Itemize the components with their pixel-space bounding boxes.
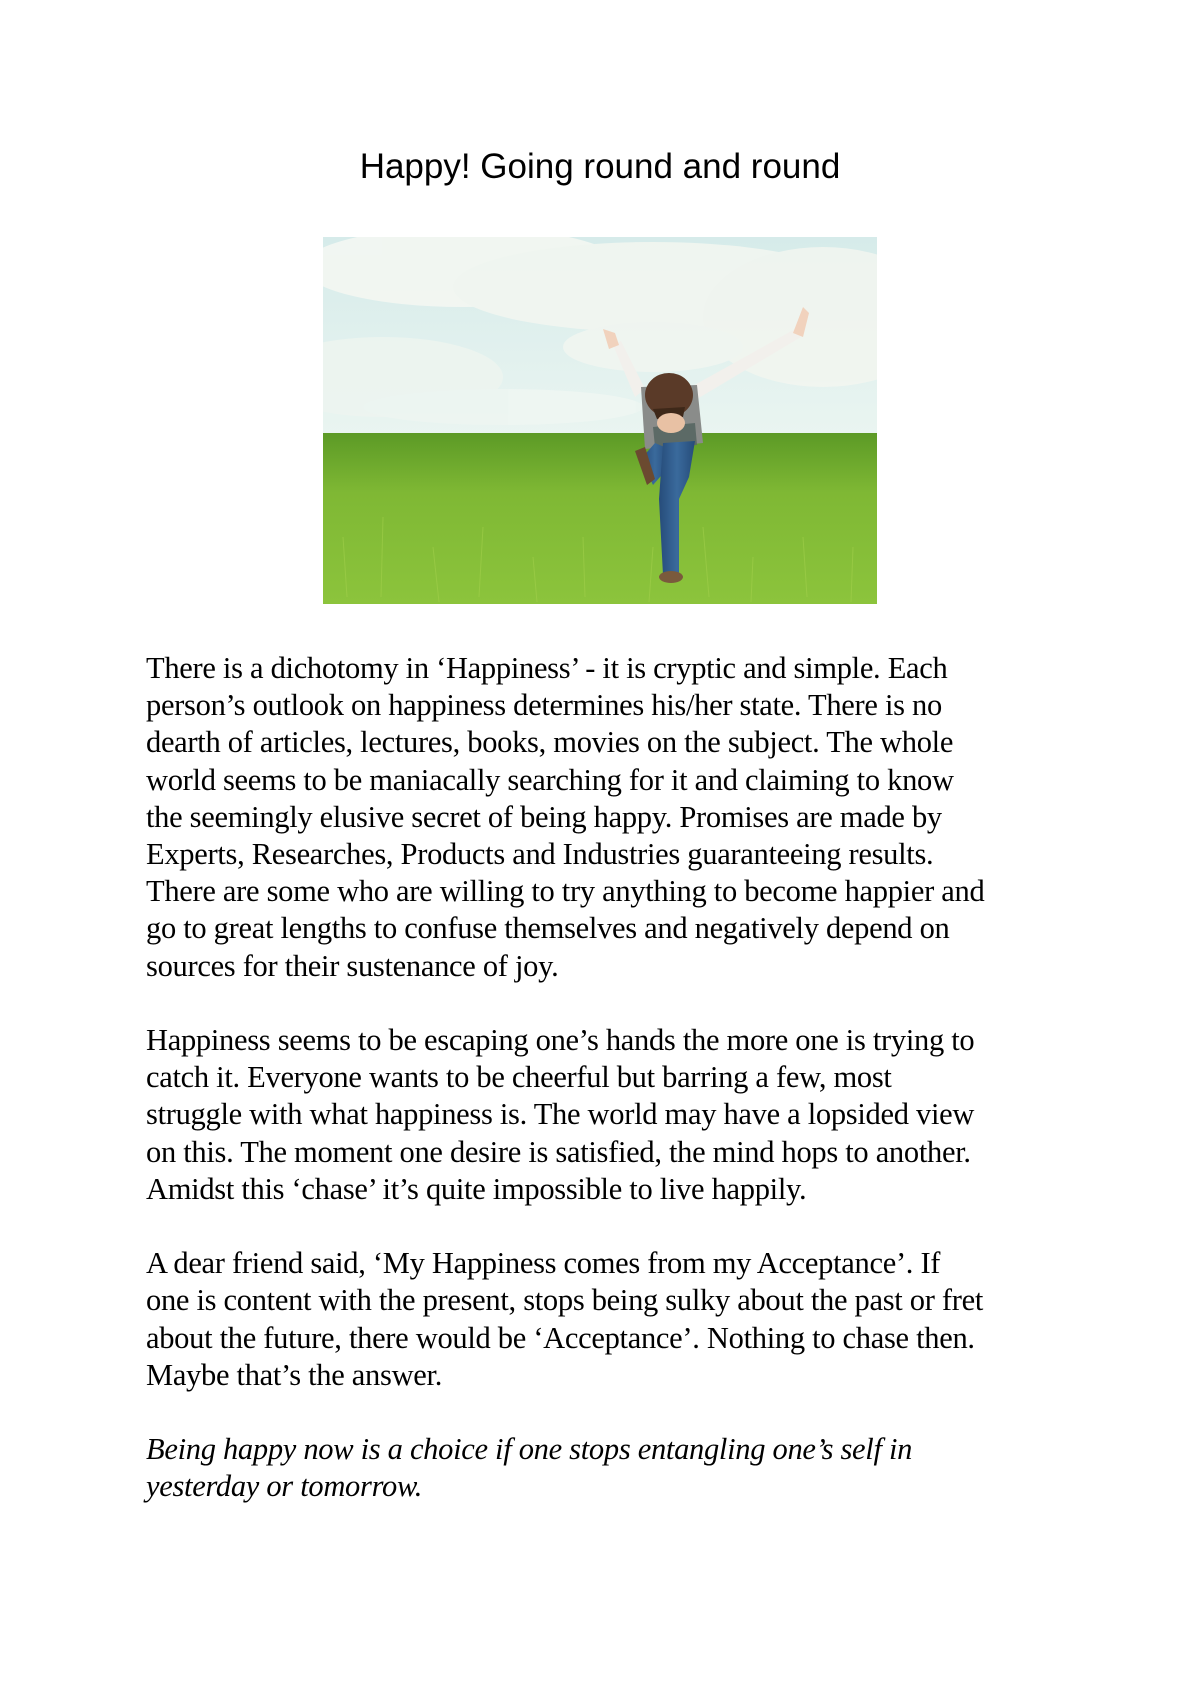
text-line: person’s outlook on happiness determines his/her state. There is no xyxy=(146,688,942,723)
text-line: yesterday or tomorrow. xyxy=(146,1469,423,1504)
text-line: There are some who are willing to try anything to become happier and xyxy=(146,874,985,909)
text-line: the seemingly elusive secret of being happy. Promises are made by xyxy=(146,799,942,834)
text-line: sources for their sustenance of joy. xyxy=(146,948,559,983)
text-line: Maybe that’s the answer. xyxy=(146,1357,443,1392)
text-line: catch it. Everyone wants to be cheerful but barring a few, most xyxy=(146,1060,892,1095)
closing-quote xyxy=(146,1431,1086,1505)
text-line: Being happy now is a choice if one stops entangling one’s self in xyxy=(146,1432,913,1467)
child-in-field-image xyxy=(323,237,877,604)
text-line: one is content with the present, stops being sulky about the past or fret xyxy=(146,1283,984,1318)
text-line: go to great lengths to confuse themselves and negatively depend on xyxy=(146,911,950,946)
hero-photo xyxy=(323,237,877,604)
text-line: Amidst this ‘chase’ it’s quite impossible to live happily. xyxy=(146,1171,807,1206)
paragraph-intro xyxy=(146,650,1086,985)
paragraph-chase xyxy=(146,1022,1086,1208)
text-line: A dear friend said, ‘My Happiness comes from my Acceptance’. If xyxy=(146,1246,941,1281)
paragraph-acceptance xyxy=(146,1245,1086,1394)
text-line: dearth of articles, lectures, books, movies on the subject. The whole xyxy=(146,725,954,760)
text-line: on this. The moment one desire is satisfied, the mind hops to another. xyxy=(146,1134,971,1169)
text-line: struggle with what happiness is. The world may have a lopsided view xyxy=(146,1097,975,1132)
text-line: about the future, there would be ‘Acceptance’. Nothing to chase then. xyxy=(146,1320,975,1355)
text-line: There is a dichotomy in ‘Happiness’ - it is cryptic and simple. Each xyxy=(146,651,948,685)
page-title: Happy! Going round and round xyxy=(359,147,841,186)
grass-field xyxy=(323,433,877,604)
text-line: world seems to be maniacally searching for it and claiming to know xyxy=(146,762,954,797)
text-line: Happiness seems to be escaping one’s hands the more one is trying to xyxy=(146,1023,975,1058)
text-line: Experts, Researches, Products and Industries guaranteeing results. xyxy=(146,837,934,872)
article-body xyxy=(146,650,1086,1543)
